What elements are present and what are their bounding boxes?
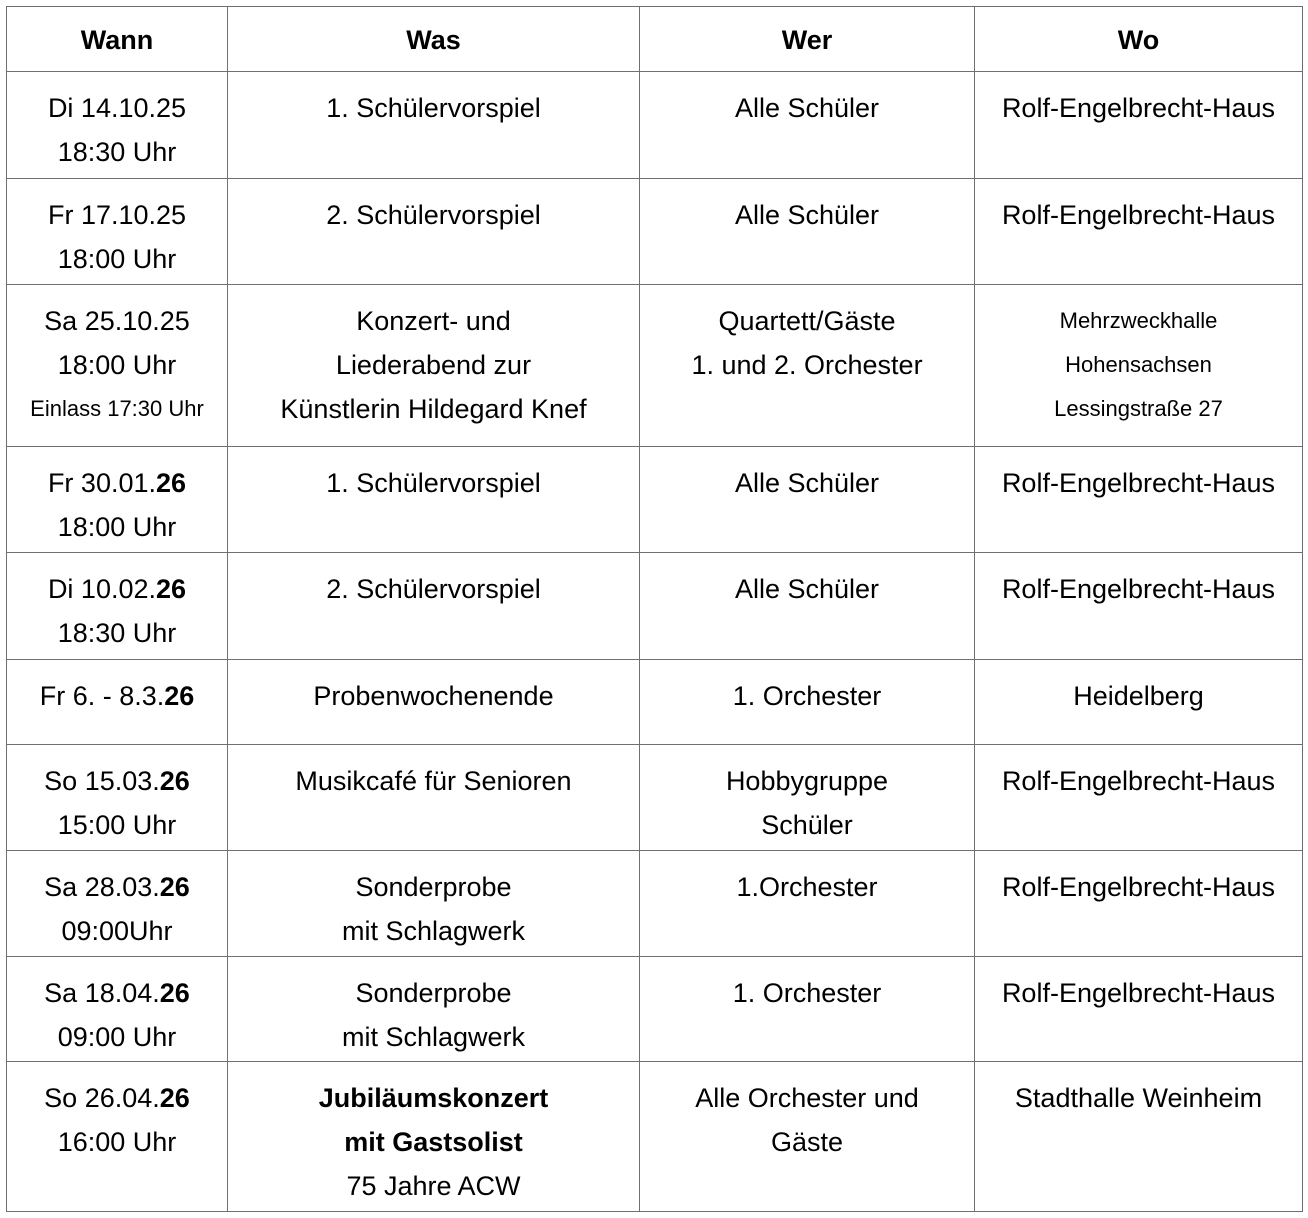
cell-text: 1. und 2. Orchester	[691, 350, 923, 380]
table-row	[7, 1062, 1303, 1212]
cell-line	[644, 567, 970, 611]
cell-line	[979, 343, 1298, 387]
cell-line	[232, 193, 635, 237]
cell-was	[228, 553, 640, 660]
cell-text: Lessingstraße 27	[1054, 396, 1223, 421]
cell-text: So 26.04.	[44, 1083, 160, 1113]
cell-wann	[7, 72, 228, 179]
cell-text: Alle Schüler	[734, 93, 880, 123]
cell-text: Rolf-Engelbrecht-Haus	[1001, 978, 1276, 1008]
cell-text: Musikcafé für Senioren	[295, 766, 572, 796]
cell-wer	[640, 285, 975, 447]
table-row	[7, 660, 1303, 745]
cell-line	[11, 1015, 223, 1059]
cell-text: Probenwochenende	[313, 681, 554, 711]
cell-line	[232, 1164, 635, 1208]
table-row	[7, 72, 1303, 179]
cell-was	[228, 447, 640, 553]
cell-text: Fr 6. - 8.3.	[39, 681, 165, 711]
cell-line	[232, 387, 635, 431]
schedule-body	[7, 72, 1303, 1212]
cell-line	[644, 299, 970, 343]
cell-line	[644, 803, 970, 847]
cell-wann	[7, 285, 228, 447]
cell-wer	[640, 179, 975, 285]
cell-wo	[975, 447, 1303, 553]
cell-text: 18:30 Uhr	[57, 618, 177, 648]
cell-text: Rolf-Engelbrecht-Haus	[1001, 574, 1276, 604]
cell-text: So 15.03.	[44, 766, 160, 796]
cell-wann	[7, 179, 228, 285]
cell-wo	[975, 851, 1303, 957]
cell-line	[11, 343, 223, 387]
cell-text: 18:00 Uhr	[57, 244, 177, 274]
table-row	[7, 285, 1303, 447]
cell-text: 18:00 Uhr	[57, 512, 177, 542]
header-row	[7, 7, 1303, 72]
cell-line	[232, 567, 635, 611]
table-row	[7, 745, 1303, 851]
cell-wann	[7, 1062, 228, 1212]
cell-line	[11, 803, 223, 847]
cell-text: 16:00 Uhr	[57, 1127, 177, 1157]
cell-text: Rolf-Engelbrecht-Haus	[1001, 766, 1276, 796]
year-suffix: 26	[159, 978, 190, 1008]
cell-line	[11, 567, 223, 611]
cell-text: Alle Schüler	[734, 200, 880, 230]
cell-line	[979, 759, 1298, 803]
table-row	[7, 179, 1303, 285]
cell-text: Sa 25.10.25	[44, 306, 190, 336]
cell-text: 1. Schülervorspiel	[326, 468, 541, 498]
cell-text: Rolf-Engelbrecht-Haus	[1001, 872, 1276, 902]
cell-line	[232, 1076, 635, 1120]
cell-text: mit Gastsolist	[344, 1127, 523, 1157]
cell-text: Heidelberg	[1073, 681, 1204, 711]
cell-line	[979, 86, 1298, 130]
cell-wann	[7, 957, 228, 1062]
cell-wo	[975, 1062, 1303, 1212]
cell-line	[979, 567, 1298, 611]
cell-text: Alle Orchester und	[695, 1083, 919, 1113]
cell-text: Künstlerin Hildegard Knef	[280, 394, 587, 424]
year-suffix: 26	[159, 1083, 190, 1113]
cell-line	[644, 865, 970, 909]
cell-line	[232, 909, 635, 953]
cell-line	[232, 759, 635, 803]
cell-text: Fr 17.10.25	[47, 200, 187, 230]
cell-text: Rolf-Engelbrecht-Haus	[1001, 468, 1276, 498]
cell-wer	[640, 745, 975, 851]
cell-text: Einlass 17:30 Uhr	[30, 396, 204, 421]
cell-line	[11, 611, 223, 655]
cell-text: 15:00 Uhr	[57, 810, 177, 840]
cell-text: 1.Orchester	[736, 872, 878, 902]
cell-text: Di 10.02.	[47, 574, 157, 604]
table-row	[7, 851, 1303, 957]
cell-was	[228, 851, 640, 957]
cell-line	[232, 299, 635, 343]
cell-text: mit Schlagwerk	[341, 1022, 526, 1052]
cell-text: Stadthalle Weinheim	[1014, 1083, 1263, 1113]
cell-text: Sonderprobe	[355, 978, 512, 1008]
cell-line	[979, 865, 1298, 909]
cell-line	[644, 759, 970, 803]
cell-line	[232, 674, 635, 718]
cell-text: Alle Schüler	[734, 574, 880, 604]
cell-text: 18:00 Uhr	[57, 350, 177, 380]
cell-text: 2. Schülervorspiel	[326, 574, 541, 604]
header-was: Was	[228, 7, 640, 72]
header-wer: Wer	[640, 7, 975, 72]
cell-line	[979, 674, 1298, 718]
cell-wer	[640, 72, 975, 179]
cell-wo	[975, 72, 1303, 179]
cell-text: Quartett/Gäste	[718, 306, 896, 336]
cell-line	[979, 299, 1298, 343]
cell-text: Mehrzweckhalle	[1059, 308, 1218, 333]
cell-line	[644, 674, 970, 718]
cell-line	[11, 674, 223, 718]
cell-line	[644, 343, 970, 387]
cell-line	[644, 971, 970, 1015]
cell-text: Sa 28.03.	[44, 872, 160, 902]
cell-line	[644, 86, 970, 130]
cell-text: 1. Orchester	[732, 978, 882, 1008]
cell-line	[232, 865, 635, 909]
cell-wann	[7, 660, 228, 745]
cell-was	[228, 1062, 640, 1212]
cell-line	[11, 865, 223, 909]
cell-line	[232, 343, 635, 387]
year-suffix: 26	[156, 468, 187, 498]
cell-text: Schüler	[761, 810, 853, 840]
cell-line	[979, 461, 1298, 505]
cell-wo	[975, 553, 1303, 660]
cell-was	[228, 72, 640, 179]
cell-wer	[640, 553, 975, 660]
cell-was	[228, 179, 640, 285]
table-row	[7, 447, 1303, 553]
cell-wo	[975, 745, 1303, 851]
cell-was	[228, 957, 640, 1062]
cell-line	[644, 1076, 970, 1120]
cell-line	[979, 971, 1298, 1015]
cell-line	[11, 971, 223, 1015]
cell-text: 18:30 Uhr	[57, 137, 177, 167]
cell-text: Konzert- und	[356, 306, 511, 336]
cell-line	[11, 387, 223, 431]
cell-line	[979, 387, 1298, 431]
cell-text: Sa 18.04.	[44, 978, 160, 1008]
cell-text: 09:00Uhr	[61, 916, 173, 946]
cell-text: Di 14.10.25	[47, 93, 187, 123]
cell-line	[232, 1120, 635, 1164]
cell-line	[11, 909, 223, 953]
cell-wer	[640, 1062, 975, 1212]
cell-text: Rolf-Engelbrecht-Haus	[1001, 200, 1276, 230]
header-wann: Wann	[7, 7, 228, 72]
cell-wann	[7, 745, 228, 851]
cell-line	[232, 86, 635, 130]
cell-text: mit Schlagwerk	[341, 916, 526, 946]
cell-line	[232, 461, 635, 505]
cell-text: Alle Schüler	[734, 468, 880, 498]
cell-line	[11, 237, 223, 281]
cell-text: 09:00 Uhr	[57, 1022, 177, 1052]
cell-line	[979, 1076, 1298, 1120]
cell-line	[232, 1015, 635, 1059]
cell-text: Sonderprobe	[355, 872, 512, 902]
table-row	[7, 553, 1303, 660]
cell-text: Fr 30.01.	[47, 468, 156, 498]
cell-text: Hobbygruppe	[725, 766, 889, 796]
cell-wer	[640, 660, 975, 745]
header-wo: Wo	[975, 7, 1303, 72]
cell-line	[11, 461, 223, 505]
cell-wann	[7, 447, 228, 553]
cell-text: 1. Schülervorspiel	[326, 93, 541, 123]
cell-wann	[7, 553, 228, 660]
cell-line	[11, 299, 223, 343]
cell-text: Rolf-Engelbrecht-Haus	[1001, 93, 1276, 123]
cell-wo	[975, 179, 1303, 285]
cell-text: Hohensachsen	[1065, 352, 1212, 377]
cell-line	[11, 130, 223, 174]
year-suffix: 26	[159, 872, 190, 902]
cell-line	[644, 461, 970, 505]
cell-wann	[7, 851, 228, 957]
cell-wer	[640, 851, 975, 957]
cell-was	[228, 745, 640, 851]
cell-text: Liederabend zur	[335, 350, 532, 380]
cell-text: 75 Jahre ACW	[346, 1171, 521, 1201]
cell-line	[11, 1076, 223, 1120]
cell-line	[644, 193, 970, 237]
cell-line	[11, 86, 223, 130]
cell-was	[228, 660, 640, 745]
cell-wo	[975, 957, 1303, 1062]
cell-text: Jubiläumskonzert	[318, 1083, 549, 1113]
cell-line	[979, 193, 1298, 237]
cell-wer	[640, 957, 975, 1062]
cell-wer	[640, 447, 975, 553]
cell-was	[228, 285, 640, 447]
table-row	[7, 957, 1303, 1062]
event-schedule-table	[6, 6, 1303, 1212]
year-suffix: 26	[159, 766, 190, 796]
cell-wo	[975, 285, 1303, 447]
year-suffix: 26	[164, 681, 195, 711]
cell-line	[11, 193, 223, 237]
cell-line	[11, 759, 223, 803]
year-suffix: 26	[156, 574, 187, 604]
cell-line	[644, 1120, 970, 1164]
cell-line	[232, 971, 635, 1015]
cell-wo	[975, 660, 1303, 745]
cell-text: 2. Schülervorspiel	[326, 200, 541, 230]
cell-line	[11, 1120, 223, 1164]
cell-line	[11, 505, 223, 549]
cell-text: Gäste	[770, 1127, 844, 1157]
cell-text: 1. Orchester	[732, 681, 882, 711]
